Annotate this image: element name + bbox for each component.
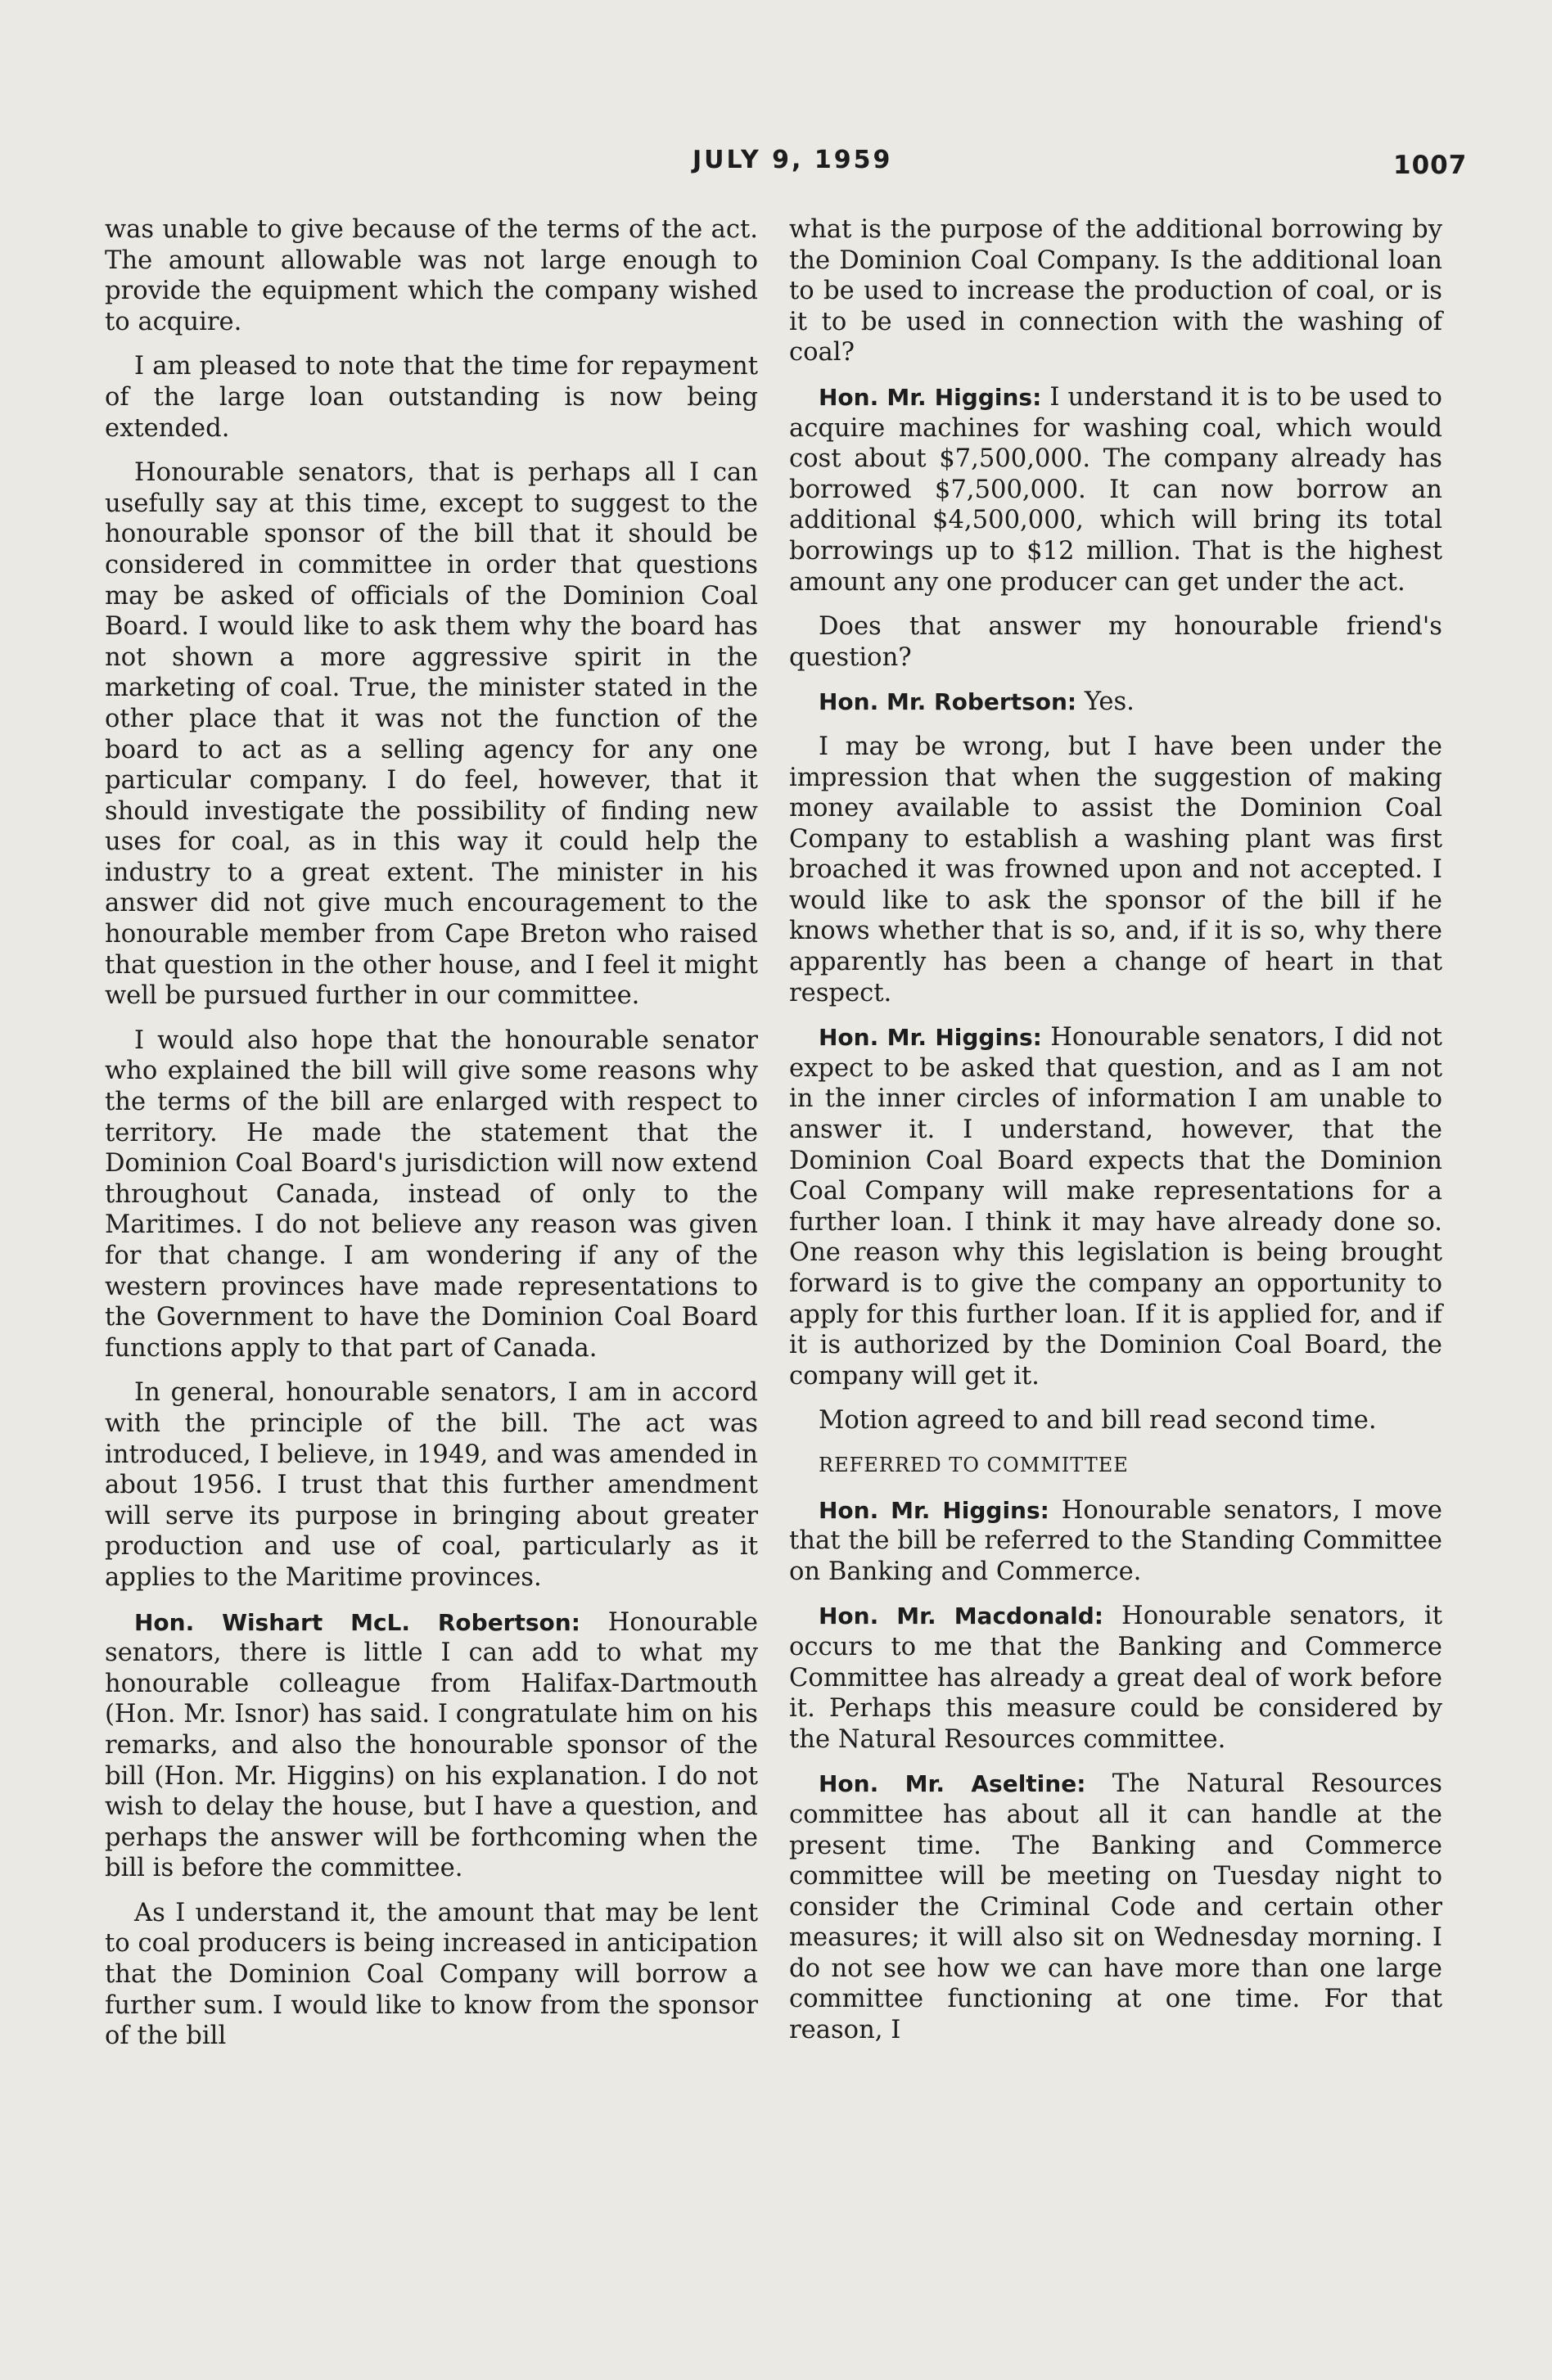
- speaker-name: Hon. Mr. Aseltine:: [819, 1770, 1086, 1798]
- paragraph: Does that answer my honourable friend's question?: [789, 612, 1442, 672]
- speech-text: Honourable senators, it occurs to me that the Banking and Commerce Committee has already a great deal of work before it. Perhaps this measure could be considered by the Natural Resources committee.: [789, 1602, 1442, 1754]
- speech-text: Yes.: [1084, 687, 1135, 717]
- speaker-name: Hon. Mr. Higgins:: [819, 1496, 1049, 1524]
- running-head-date: JULY 9, 1959: [693, 146, 893, 174]
- speech-paragraph: [789, 1022, 1442, 1391]
- speech-paragraph: [789, 1769, 1442, 2045]
- speaker-name: Hon. Wishart McL. Robertson:: [134, 1608, 580, 1636]
- speech-paragraph: [105, 1607, 758, 1884]
- paragraph: As I understand it, the amount that may be lent to coal producers is being increased in anticipation that the Dominion Coal Company will borrow a further sum. I would like to know from the sponsor of the bill: [105, 1898, 758, 2051]
- speech-paragraph: [789, 382, 1442, 597]
- speaker-name: Hon. Mr. Robertson:: [819, 688, 1077, 716]
- section-heading: REFERRED TO COMMITTEE: [819, 1453, 1129, 1476]
- page-number: 1007: [1393, 151, 1468, 180]
- paragraph: In general, honourable senators, I am in accord with the principle of the bill. The act was introduced, I believe, in 1949, and was amended in about 1956. I trust that this further amendment will serve its purpose in bringing about greater production and use of coal, particularly as it applies to the Maritime provinces.: [105, 1378, 758, 1592]
- speech-paragraph: [789, 687, 1442, 718]
- left-column: [105, 214, 758, 2066]
- paragraph: Honourable senators, that is perhaps all I can usefully say at this time, except to suggest to the honourable sponsor of the bill that it should be considered in committee in order that questions may be asked of officials of the Dominion Coal Board. I would like to ask them why the board has not shown a more aggressive spirit in the marketing of coal. True, the minister stated in the other place that it was not the function of the board to act as a selling agency for any one particular company. I do feel, however, that it should investigate the possibility of finding new uses for coal, as in this way it could help the industry to a great extent. The minister in his answer did not give much encouragement to the honourable member from Cape Breton who raised that question in the other house, and I feel it might well be pursued further in our committee.: [105, 458, 758, 1011]
- paragraph: I may be wrong, but I have been under the impression that when the suggestion of making money available to assist the Dominion Coal Company to establish a washing plant was first broached it was frowned upon and not accepted. I would like to ask the sponsor of the bill if he knows whether that is so, and, if it is so, why there apparently has been a change of heart in that respect.: [789, 732, 1442, 1007]
- paragraph: I am pleased to note that the time for repayment of the large loan outstanding is now being extended.: [105, 352, 758, 443]
- speaker-name: Hon. Mr. Higgins:: [819, 1024, 1042, 1052]
- paragraph: was unable to give because of the terms of the act. The amount allowable was not large enough to provide the equipment which the company wished to acquire.: [105, 215, 758, 336]
- speech-text: Honourable senators, there is little I can add to what my honourable colleague from Halifax-Dartmouth (Hon. Mr. Isnor) has said. I congratulate him on his remarks, and also the honourable sponsor of the bill (Hon. Mr. Higgins) on his explanation. I do not wish to delay the house, but I have a question, and perhaps the answer will be forthcoming when the bill is before the committee.: [105, 1607, 758, 1883]
- paragraph: I would also hope that the honourable senator who explained the bill will give some reasons why the terms of the bill are enlarged with respect to territory. He made the statement that the Dominion Coal Board's jurisdiction will now extend throughout Canada, instead of only to the Maritimes. I do not believe any reason was given for that change. I am wondering if any of the western provinces have made representations to the Government to have the Dominion Coal Board functions apply to that part of Canada.: [105, 1025, 758, 1363]
- speech-text: Honourable senators, I did not expect to be asked that question, and as I am not in the inner circles of information I am unable to answer it. I understand, however, that the Dominion Coal Board expects that the Dominion Coal Company will make representations for a further loan. I think it may have already done so. One reason why this legislation is being brought forward is to give the company an opportunity to apply for this further loan. If it is applied for, and if it is authorized by the Dominion Coal Board, the company will get it.: [789, 1023, 1442, 1391]
- paragraph: what is the purpose of the additional borrowing by the Dominion Coal Company. Is the additional loan to be used to increase the production of coal, or is it to be used in connection with the washing of coal?: [789, 215, 1442, 367]
- speech-text: The Natural Resources committee has about all it can handle at the present time. The Banking and Commerce committee will be meeting on Tuesday night to consider the Criminal Code and certain other measures; it will also sit on Wednesday morning. I do not see how we can have more than one large committee functioning at one time. For that reason, I: [789, 1769, 1442, 2045]
- right-column: [789, 214, 1442, 2060]
- speaker-name: Hon. Mr. Higgins:: [819, 383, 1042, 411]
- speech-paragraph: [789, 1601, 1442, 1755]
- speech-text: Honourable senators, I move that the bill be referred to the Standing Committee on Banking and Commerce.: [789, 1495, 1442, 1586]
- speaker-name: Hon. Mr. Macdonald:: [819, 1602, 1103, 1630]
- speech-paragraph: [789, 1495, 1442, 1588]
- speech-text: I understand it is to be used to acquire machines for washing coal, which would cost about $7,500,000. The company already has borrowed $7,500,000. It can now borrow an additional $4,500,000, which will bring its total borrowings up to $12 million. That is the highest amount any one producer can get under the act.: [789, 382, 1442, 597]
- paragraph: Motion agreed to and bill read second time.: [819, 1406, 1377, 1436]
- running-head: [0, 146, 1552, 187]
